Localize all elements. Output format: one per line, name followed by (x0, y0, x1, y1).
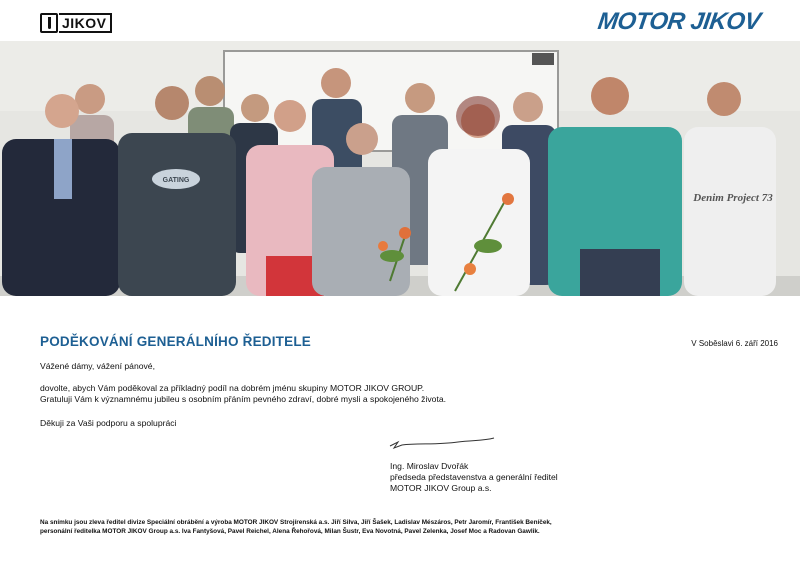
handwritten-signature (388, 436, 498, 452)
salutation: Vážené dámy, vážení pánové, (40, 361, 155, 371)
caption-line-1: Na snímku jsou zleva ředitel divize Speciální obrábění a výroba MOTOR JIKOV Strojírenská a.s. Jiří Silva, Jiří Šašek, Ladislav Mészáros, Petr Jaromír, František Beníček, (40, 519, 552, 526)
shirt-print-text: GATING (162, 177, 190, 184)
paragraph-1: dovolte, abych Vám poděkoval za příkladný podíl na dobrém jménu skupiny MOTOR JIKOV GROUP. (40, 383, 425, 393)
shirt-print-text: Denim Project 73 (693, 192, 773, 204)
jikov-small-logo (40, 12, 112, 34)
jikov-j-icon (40, 13, 58, 33)
caption-line-2: personální ředitelka MOTOR JIKOV Group a.s. Iva Fantyšová, Pavel Reichel, Alena Řehořová, Milan Šustr, Eva Novotná, Pavel Zelenka, Josef Moc a Radovan Gawlik. (40, 528, 540, 535)
jikov-logo-text: JIKOV (59, 13, 112, 33)
signatory-role: předseda představenstva a generální ředitel (390, 472, 558, 482)
signature-block (390, 461, 558, 494)
place-date: V Soběslavi 6. září 2016 (691, 339, 778, 348)
motor-jikov-logo: MOTOR JIKOV (596, 8, 762, 35)
signatory-name: Ing. Miroslav Dvořák (390, 461, 469, 471)
photo-caption (40, 518, 760, 536)
signatory-company: MOTOR JIKOV Group a.s. (390, 483, 492, 493)
paragraph-2: Gratuluji Vám k významnému jubileu s osobním přáním pevného zdraví, dobré mysli a spokojeného života. (40, 394, 447, 404)
thanks-line: Děkuji za Vaši podporu a spolupráci (40, 418, 177, 428)
group-photo (0, 41, 800, 296)
letter-title: PODĚKOVÁNÍ GENERÁLNÍHO ŘEDITELE (40, 334, 311, 349)
